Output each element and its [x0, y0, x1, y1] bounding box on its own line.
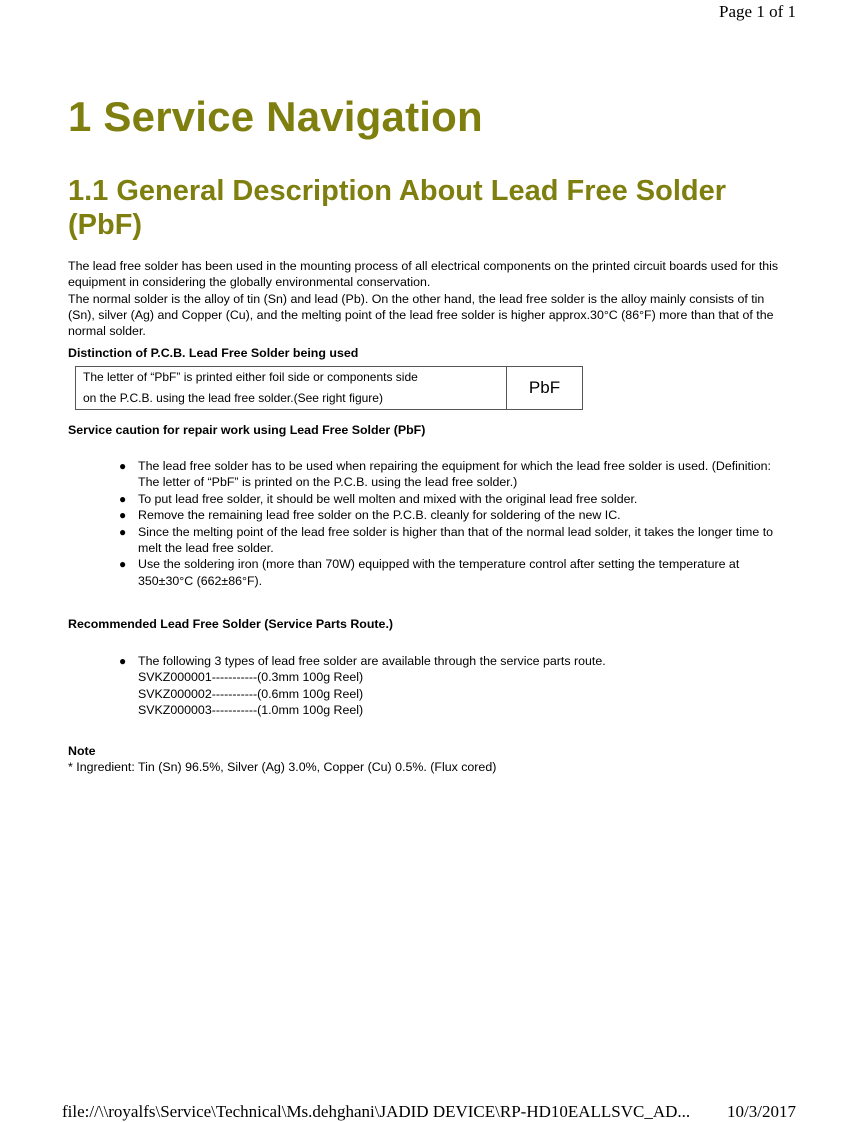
page-indicator: Page 1 of 1 [719, 2, 796, 21]
footer-file-path: file://\\royalfs\Service\Technical\Ms.dehghani\JADID DEVICE\RP-HD10EALLSVC_AD... [62, 1102, 691, 1121]
intro-paragraph-1: The lead free solder has been used in the mounting process of all electrical components on the printed circuit boards used for this equipment in considering the globally environmental conservation. [68, 259, 779, 290]
bullet-icon: ● [119, 654, 127, 668]
list-item: ● Since the melting point of the lead free solder is higher than that of the normal lead solder, it takes the longer time to melt the lead free solder. [119, 524, 774, 556]
caution-list [116, 458, 786, 589]
pbf-description [76, 367, 507, 409]
list-item: ● Use the soldering iron (more than 70W) equipped with the temperature control after setting the temperature at 350±30°C (662±86°F). [119, 557, 740, 588]
part-number-3: SVKZ000003-----------(1.0mm 100g Reel) [138, 703, 364, 718]
pbf-description-line-2: on the P.C.B. using the lead free solder.(See right figure) [83, 390, 383, 405]
footer-date: 10/3/2017 [727, 1102, 796, 1121]
note-heading: Note [68, 744, 96, 758]
bullet-icon: ● [119, 557, 127, 572]
bullet-icon: ● [119, 459, 127, 473]
list-item [116, 653, 786, 719]
note-text: * Ingredient: Tin (Sn) 96.5%, Silver (Ag) 3.0%, Copper (Cu) 0.5%. (Flux cored) [68, 760, 497, 774]
pbf-mark: PbF [528, 378, 561, 397]
list-item: ● To put lead free solder, it should be well molten and mixed with the original lead free solder. [119, 491, 638, 506]
pbf-distinction-box [75, 366, 583, 410]
caution-heading: Service caution for repair work using Lead Free Solder (PbF) [68, 423, 426, 437]
distinction-heading: Distinction of P.C.B. Lead Free Solder being used [68, 346, 359, 360]
section-subtitle: 1.1 General Description About Lead Free Solder (PbF) [68, 175, 727, 241]
bullet-icon: ● [119, 508, 127, 523]
recommended-heading: Recommended Lead Free Solder (Service Parts Route.) [68, 617, 394, 631]
pbf-description-line-1: The letter of “PbF” is printed either foil side or components side [83, 370, 418, 384]
recommended-list [116, 653, 786, 719]
list-item: ● The lead free solder has to be used when repairing the equipment for which the lead free solder is used. (Definition: The letter of “PbF” is printed on the P.C.B. using the lead free solder.) [119, 459, 771, 490]
intro-paragraph-2: The normal solder is the alloy of tin (Sn) and lead (Pb). On the other hand, the lead free solder is the alloy mainly consists of tin (Sn), silver (Ag) and Copper (Cu), and the melting point of the lead free solder is higher approx.30°C (86°F) more than that of the normal solder. [68, 292, 774, 339]
bullet-icon: ● [119, 524, 127, 539]
bullet-icon: ● [119, 491, 127, 506]
page-title: 1 Service Navigation [68, 93, 483, 140]
part-number-2: SVKZ000002-----------(0.6mm 100g Reel) [138, 686, 364, 701]
recommended-intro: The following 3 types of lead free solder are available through the service parts route. [138, 654, 606, 668]
list-item: ● Remove the remaining lead free solder on the P.C.B. cleanly for soldering of the new IC. [119, 508, 621, 523]
part-number-1: SVKZ000001-----------(0.3mm 100g Reel) [138, 670, 364, 685]
